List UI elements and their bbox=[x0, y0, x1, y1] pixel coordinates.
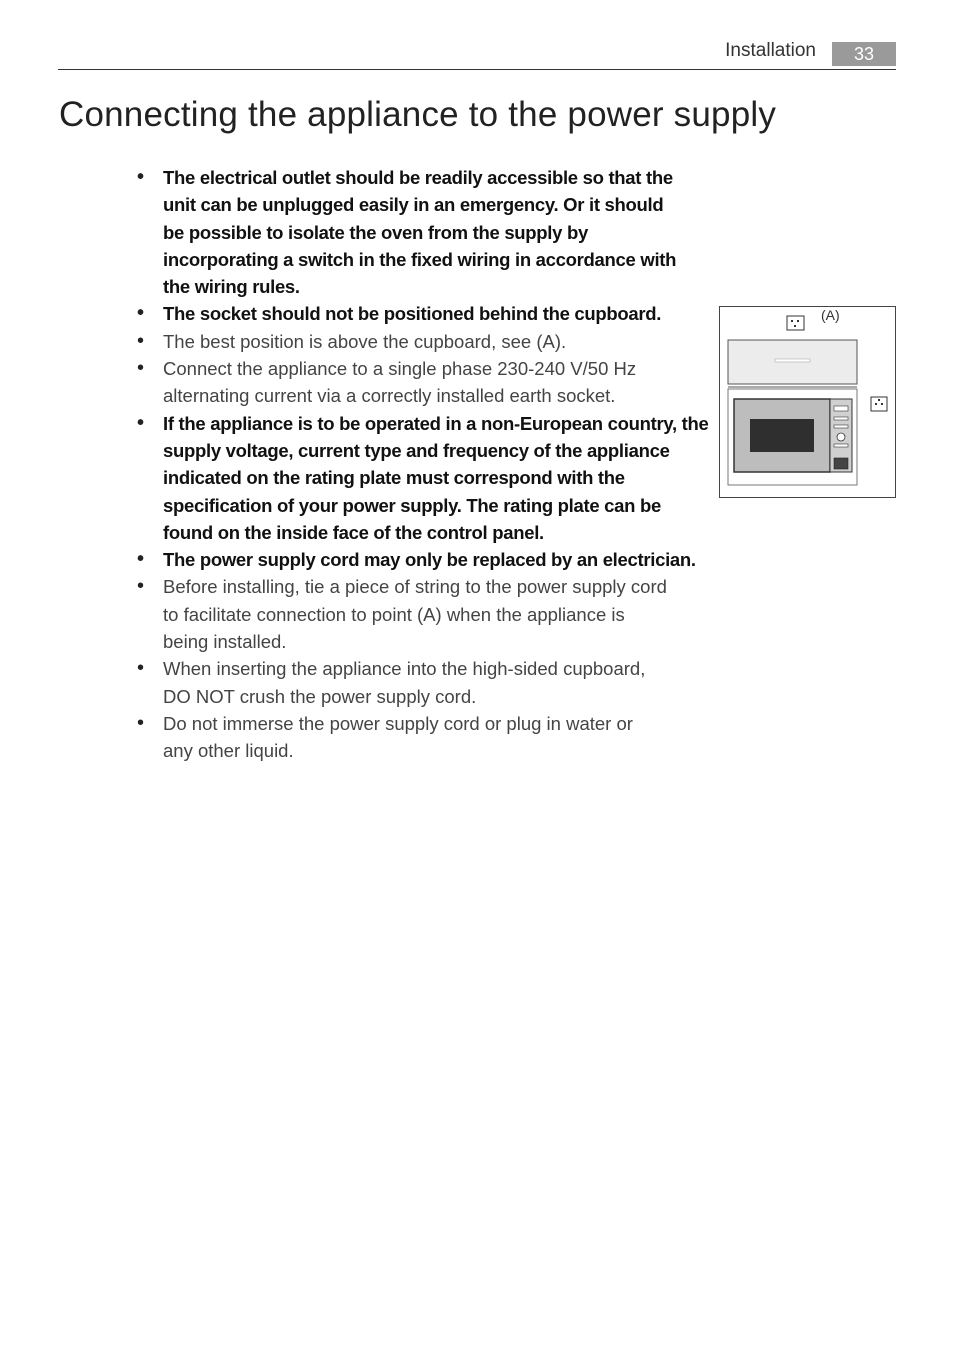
page-header bbox=[58, 38, 896, 70]
page-number: 33 bbox=[832, 42, 896, 66]
socket-icon bbox=[871, 397, 887, 411]
installation-figure bbox=[719, 306, 896, 498]
list-item: • Connect the appliance to a single phase 230-240 V/50 Hz alternating current via a correctly installed earth socket. bbox=[137, 355, 643, 410]
cabinet-shelf bbox=[728, 340, 857, 387]
list-item: • When inserting the appliance into the high-sided cupboard, DO NOT crush the power supply cord. bbox=[137, 655, 663, 710]
page-title: Connecting the appliance to the power supply bbox=[59, 95, 777, 134]
list-item: • Do not immerse the power supply cord or plug in water or any other liquid. bbox=[137, 710, 653, 765]
socket-icon bbox=[787, 316, 804, 330]
figure-label: (A) bbox=[821, 307, 840, 323]
list-item: • The socket should not be positioned behind the cupboard. bbox=[137, 300, 712, 327]
microwave-oven-icon bbox=[728, 389, 857, 485]
section-label: Installation bbox=[725, 40, 816, 61]
list-item: • The best position is above the cupboard, see (A). bbox=[137, 328, 712, 355]
instruction-list bbox=[137, 164, 712, 765]
list-item: • The power supply cord may only be replaced by an electrician. bbox=[137, 546, 712, 573]
list-item: • Before installing, tie a piece of string to the power supply cord to facilitate connection to point (A) when the appliance is being installed. bbox=[137, 573, 668, 655]
list-item: • The electrical outlet should be readily accessible so that the unit can be unplugged easily in an emergency. Or it should be possible to isolate the oven from the supply by incorporating a switch in the fixed wiring in accordance with the wiring rules. bbox=[137, 164, 683, 300]
list-item: • If the appliance is to be operated in a non-European country, the supply voltage, current type and frequency of the appliance indicated on the rating plate must correspond with the specification of your power supply. The rating plate can be found on the inside face of the control panel. bbox=[137, 410, 711, 546]
instruction-content bbox=[137, 164, 712, 765]
installation-diagram bbox=[720, 307, 895, 497]
